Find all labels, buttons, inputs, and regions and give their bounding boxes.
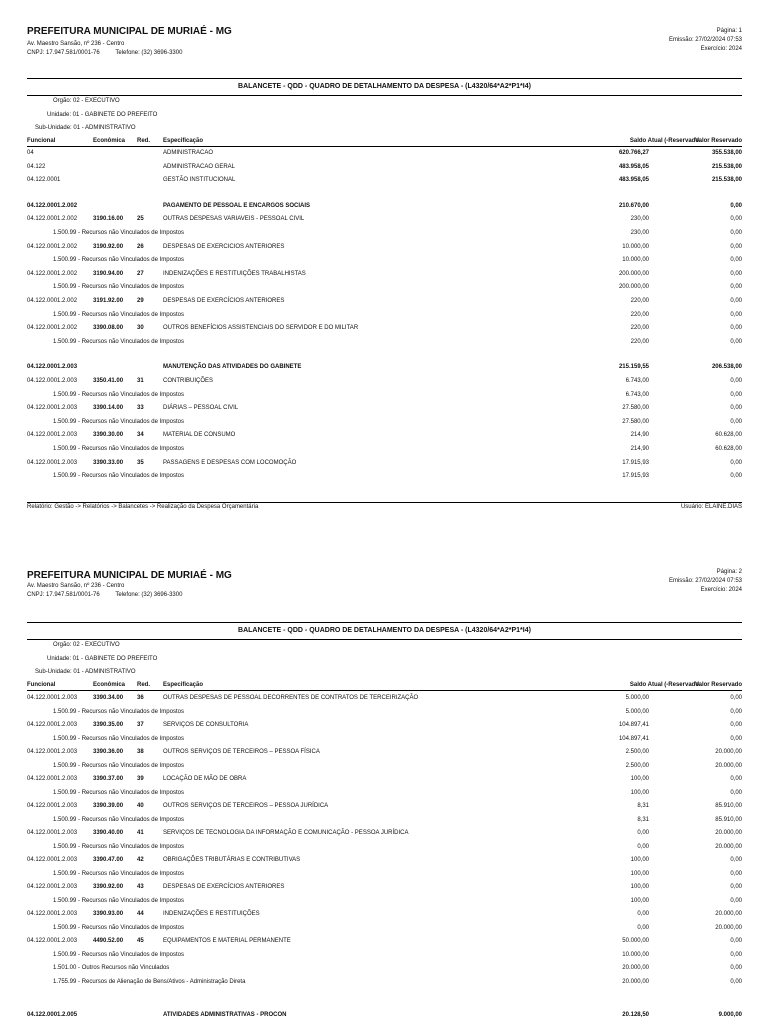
especificacao-text: OBRIGAÇÕES TRIBUTÁRIAS E CONTRIBUTIVAS — [163, 857, 301, 863]
col-funcional: Funcional — [27, 682, 56, 688]
org-address: Av. Maestro Sansão, nº 236 - Centro — [27, 583, 125, 589]
col-saldo: Saldo Atual (-Reservado — [629, 138, 699, 144]
funcional-code: 04.122.0001.2.003 — [27, 405, 78, 412]
funcional-code: 04.122.0001.2.003 — [27, 749, 78, 755]
economica-code: 4490.52.00 — [93, 938, 124, 944]
saldo-value: 100,00 — [630, 884, 649, 890]
fonte-row — [0, 871, 768, 884]
red-code: 35 — [137, 459, 144, 466]
fonte-row — [0, 736, 768, 749]
saldo-value: 104.897,41 — [618, 722, 649, 728]
valor-reservado: 20.000,00 — [715, 843, 742, 850]
red-code: 44 — [137, 911, 144, 917]
valor-reservado: 0,00 — [730, 311, 742, 318]
saldo-value: 0,00 — [637, 843, 649, 850]
funcional-code: 04.122.0001.2.002 — [27, 298, 78, 304]
especificacao-text: INDENIZAÇÕES E RESTITUIÇÕES TRABALHISTAS — [163, 270, 306, 277]
saldo-value: 220,00 — [630, 311, 649, 318]
orgao-label: Orgão: 02 - EXECUTIVO — [53, 98, 120, 104]
col-especificacao: Especificação — [163, 682, 204, 688]
col-red: Red. — [137, 138, 151, 144]
table-row — [0, 884, 768, 897]
saldo-value: 230,00 — [630, 216, 649, 223]
fonte-label: 1.500.99 - Recursos não Vinculados de Impostos — [53, 391, 184, 398]
funcional-code: 04.122.0001.2.003 — [27, 884, 78, 890]
fonte-label: 1.500.99 - Recursos não Vinculados de Impostos — [53, 870, 184, 877]
valor-reservado: 0,00 — [730, 216, 742, 223]
especificacao-text: GESTÃO INSTITUCIONAL — [163, 177, 236, 184]
table-row — [0, 271, 768, 284]
table-row — [0, 325, 768, 338]
table-row — [0, 460, 768, 473]
program-row — [0, 203, 768, 216]
fonte-row — [0, 709, 768, 722]
fonte-label: 1.501.00 - Outros Recursos não Vinculados — [53, 965, 170, 971]
fonte-label: 1.500.99 - Recursos não Vinculados de Impostos — [53, 446, 184, 452]
valor-reservado: 20.000,00 — [715, 762, 742, 769]
fonte-label: 1.500.99 - Recursos não Vinculados de Impostos — [53, 735, 184, 742]
funcional-code: 04.122.0001 — [27, 177, 61, 184]
red-code: 40 — [137, 803, 144, 809]
col-economica: Econômica — [93, 138, 126, 144]
saldo-value: 220,00 — [630, 325, 649, 332]
valor-reservado: 355.538,00 — [711, 150, 742, 156]
valor-reservado: 0,00 — [730, 391, 742, 398]
saldo-value: 620.766,27 — [618, 150, 649, 156]
fonte-label: 1.500.99 - Recursos não Vinculados de Impostos — [53, 230, 184, 236]
economica-code: 3390.47.00 — [93, 857, 124, 863]
fonte-label: 1.500.99 - Recursos não Vinculados de Impostos — [53, 843, 184, 850]
fonte-row — [0, 284, 768, 297]
saldo-value: 214,90 — [630, 432, 649, 439]
valor-reservado: 0,00 — [730, 405, 742, 412]
valor-reservado: 0,00 — [730, 884, 742, 890]
program-row — [0, 1012, 768, 1025]
valor-reservado: 0,00 — [730, 325, 742, 332]
valor-reservado: 0,00 — [730, 938, 742, 944]
fonte-row — [0, 312, 768, 325]
divider — [27, 95, 742, 96]
especificacao-text: CONTRIBUIÇÕES — [163, 378, 214, 384]
funcional-code: 04.122.0001.2.003 — [27, 776, 78, 782]
table-row — [0, 803, 768, 816]
col-red: Red. — [137, 682, 151, 688]
funcional-code: 04.122.0001.2.003 — [27, 722, 78, 728]
org-contact — [27, 49, 182, 58]
table-row — [0, 695, 768, 708]
economica-code: 3390.14.00 — [93, 405, 124, 412]
table-row — [0, 722, 768, 735]
funcional-code: 04.122 — [27, 163, 46, 170]
especificacao-text: EQUIPAMENTOS E MATERIAL PERMANENTE — [163, 938, 291, 944]
fonte-row — [0, 844, 768, 857]
fonte-label: 1.500.99 - Recursos não Vinculados de Impostos — [53, 311, 184, 318]
especificacao-text: SERVIÇOS DE CONSULTORIA — [163, 722, 249, 728]
valor-reservado: 0,00 — [730, 857, 742, 863]
funcional-code: 04.122.0001.2.002 — [27, 325, 78, 332]
unidade-label: Unidade: 01 - GABINETE DO PREFEITO — [47, 656, 158, 662]
economica-code: 3390.35.00 — [93, 722, 124, 728]
fonte-label: 1.500.99 - Recursos não Vinculados de Impostos — [53, 924, 184, 931]
group-row — [0, 177, 768, 190]
divider — [27, 639, 742, 640]
funcional-code: 04.122.0001.2.003 — [27, 830, 78, 836]
fonte-row — [0, 419, 768, 432]
valor-reservado: 20.000,00 — [715, 749, 742, 755]
saldo-value: 215.159,55 — [618, 364, 649, 371]
especificacao-text: SERVIÇOS DE TECNOLOGIA DA INFORMAÇÃO E COMUNICAÇÃO - PESSOA JURÍDICA — [163, 830, 409, 836]
fonte-row — [0, 392, 768, 405]
valor-reservado: 0,00 — [730, 951, 742, 958]
funcional-code: 04.122.0001.2.003 — [27, 803, 78, 809]
saldo-value: 20.000,00 — [622, 965, 649, 971]
footer-user: Usuário: ELAINE.DIAS — [680, 504, 742, 510]
especificacao-text: OUTROS SERVIÇOS DE TERCEIROS – PESSOA JURÍDICA — [163, 803, 329, 809]
fonte-label: 1.755.99 - Recursos de Alienação de Bens/Ativos - Administração Direta — [53, 978, 246, 985]
economica-code: 3190.16.00 — [93, 216, 124, 223]
valor-reservado: 0,00 — [730, 257, 742, 264]
saldo-value: 50.000,00 — [622, 938, 649, 944]
table-row — [0, 911, 768, 924]
red-code: 41 — [137, 830, 144, 836]
report-title: BALANCETE - QDD - QUADRO DE DETALHAMENTO DA DESPESA - (L4320/64*A2*P1*I4) — [238, 83, 531, 90]
valor-reservado: 0,00 — [730, 897, 742, 904]
fonte-row — [0, 339, 768, 352]
funcional-code: 04.122.0001.2.002 — [27, 202, 78, 209]
table-row — [0, 938, 768, 951]
valor-reservado: 85.910,00 — [715, 816, 742, 823]
saldo-value: 483.958,05 — [618, 163, 649, 170]
red-code: 33 — [137, 405, 144, 412]
red-code: 39 — [137, 776, 144, 782]
fonte-row — [0, 763, 768, 776]
org-address: Av. Maestro Sansão, nº 236 - Centro — [27, 41, 125, 47]
valor-reservado: 0,00 — [730, 270, 742, 277]
fonte-row — [0, 925, 768, 938]
especificacao-text: ATIVIDADES ADMINISTRATIVAS - PROCON — [163, 1012, 287, 1018]
program-row — [0, 364, 768, 377]
especificacao-text: OUTROS BENEFÍCIOS ASSISTENCIAIS DO SERVIDOR E DO MILITAR — [163, 325, 359, 332]
saldo-value: 27.580,00 — [622, 405, 649, 412]
saldo-value: 27.580,00 — [622, 418, 649, 425]
org-cnpj: CNPJ: 17.947.581/0001-76 — [27, 592, 100, 598]
fonte-label: 1.500.99 - Recursos não Vinculados de Impostos — [53, 257, 184, 264]
divider — [27, 78, 742, 79]
fonte-row — [0, 473, 768, 486]
especificacao-text: INDENIZAÇÕES E RESTITUIÇÕES — [163, 911, 260, 917]
saldo-value: 0,00 — [637, 830, 649, 836]
saldo-value: 10.000,00 — [622, 257, 649, 264]
valor-reservado: 20.000,00 — [715, 924, 742, 931]
red-code: 26 — [137, 243, 144, 250]
valor-reservado: 0,00 — [730, 473, 742, 480]
divider — [27, 146, 742, 147]
group-row — [0, 150, 768, 163]
saldo-value: 100,00 — [630, 870, 649, 877]
saldo-value: 0,00 — [637, 911, 649, 917]
valor-reservado: 0,00 — [730, 708, 742, 715]
valor-reservado: 60.628,00 — [715, 432, 742, 439]
org-contact — [27, 591, 182, 600]
saldo-value: 100,00 — [630, 897, 649, 904]
valor-reservado: 0,00 — [730, 243, 742, 250]
economica-code: 3190.92.00 — [93, 243, 124, 250]
fonte-row — [0, 230, 768, 243]
saldo-value: 5.000,00 — [625, 708, 649, 715]
funcional-code: 04.122.0001.2.003 — [27, 378, 78, 384]
saldo-value: 6.743,00 — [625, 391, 649, 398]
red-code: 43 — [137, 884, 144, 890]
fonte-label: 1.500.99 - Recursos não Vinculados de Impostos — [53, 284, 184, 291]
valor-reservado: 9.000,00 — [718, 1012, 742, 1018]
divider — [27, 690, 742, 691]
saldo-value: 200.000,00 — [618, 270, 649, 277]
emission-date: Emissão: 27/02/2024 07:53 — [668, 37, 742, 43]
red-code: 30 — [137, 325, 144, 332]
funcional-code: 04 — [27, 150, 34, 156]
col-valor: Valor Reservado — [694, 682, 742, 688]
saldo-value: 10.000,00 — [622, 951, 649, 958]
fonte-row — [0, 952, 768, 965]
saldo-value: 8,31 — [637, 803, 649, 809]
fonte-row — [0, 979, 768, 992]
saldo-value: 220,00 — [630, 338, 649, 345]
saldo-value: 20.000,00 — [622, 978, 649, 985]
divider — [27, 502, 742, 503]
saldo-value: 100,00 — [630, 789, 649, 796]
group-row — [0, 164, 768, 177]
saldo-value: 2.500,00 — [625, 762, 649, 769]
valor-reservado: 0,00 — [730, 298, 742, 304]
economica-code: 3390.40.00 — [93, 830, 124, 836]
funcional-code: 04.122.0001.2.005 — [27, 1012, 78, 1018]
especificacao-text: PAGAMENTO DE PESSOAL E ENCARGOS SOCIAIS — [163, 202, 311, 209]
economica-code: 3390.37.00 — [93, 776, 124, 782]
saldo-value: 210.670,00 — [618, 202, 649, 209]
saldo-value: 100,00 — [630, 857, 649, 863]
funcional-code: 04.122.0001.2.003 — [27, 911, 78, 917]
fonte-label: 1.500.99 - Recursos não Vinculados de Impostos — [53, 951, 184, 958]
page-meta — [669, 568, 742, 595]
col-valor: Valor Reservado — [694, 138, 742, 144]
valor-reservado: 215.538,00 — [711, 163, 742, 170]
especificacao-text: DESPESAS DE EXERCICIOS ANTERIORES — [163, 243, 285, 250]
valor-reservado: 0,00 — [730, 378, 742, 384]
economica-code: 3390.93.00 — [93, 911, 124, 917]
funcional-code: 04.122.0001.2.003 — [27, 857, 78, 863]
footer-report-path: Relatório: Gestão -> Relatórios -> Balancetes -> Realização da Despesa Orçamentária — [27, 504, 259, 510]
org-name: PREFEITURA MUNICIPAL DE MURIAÉ - MG — [27, 26, 232, 37]
especificacao-text: DESPESAS DE EXERCÍCIOS ANTERIORES — [163, 884, 285, 890]
valor-reservado: 0,00 — [730, 418, 742, 425]
fonte-row — [0, 898, 768, 911]
table-row — [0, 298, 768, 311]
fiscal-year: Exercício: 2024 — [700, 587, 742, 593]
fonte-row — [0, 257, 768, 270]
fonte-row — [0, 446, 768, 459]
economica-code: 3190.94.00 — [93, 270, 124, 277]
fonte-label: 1.500.99 - Recursos não Vinculados de Impostos — [53, 762, 184, 769]
saldo-value: 17.915,93 — [622, 473, 649, 480]
funcional-code: 04.122.0001.2.003 — [27, 938, 78, 944]
valor-reservado: 0,00 — [730, 695, 742, 701]
valor-reservado: 0,00 — [730, 789, 742, 796]
saldo-value: 100,00 — [630, 776, 649, 782]
especificacao-text: PASSAGENS E DESPESAS COM LOCOMOÇÃO — [163, 459, 297, 466]
subunidade-label: Sub-Unidade: 01 - ADMINISTRATIVO — [35, 125, 136, 131]
valor-reservado: 215.538,00 — [711, 177, 742, 184]
saldo-value: 17.915,93 — [622, 459, 649, 466]
saldo-value: 10.000,00 — [622, 243, 649, 250]
valor-reservado: 0,00 — [730, 202, 742, 209]
divider — [27, 622, 742, 623]
economica-code: 3350.41.00 — [93, 378, 124, 384]
fiscal-year: Exercício: 2024 — [700, 46, 742, 52]
saldo-value: 104.897,41 — [618, 735, 649, 742]
saldo-value: 200.000,00 — [618, 284, 649, 291]
table-row — [0, 830, 768, 843]
fonte-label: 1.500.99 - Recursos não Vinculados de Impostos — [53, 897, 184, 904]
saldo-value: 2.500,00 — [625, 749, 649, 755]
especificacao-text: DIÁRIAS – PESSOAL CIVIL — [163, 405, 239, 412]
org-cnpj: CNPJ: 17.947.581/0001-76 — [27, 50, 100, 56]
orgao-label: Orgão: 02 - EXECUTIVO — [53, 642, 120, 648]
valor-reservado: 0,00 — [730, 776, 742, 782]
valor-reservado: 0,00 — [730, 722, 742, 728]
org-name: PREFEITURA MUNICIPAL DE MURIAÉ - MG — [27, 570, 232, 581]
saldo-value: 214,90 — [630, 446, 649, 452]
especificacao-text: OUTRAS DESPESAS DE PESSOAL DECORRENTES DE CONTRATOS DE TERCEIRIZAÇÃO — [163, 695, 419, 701]
economica-code: 3191.92.00 — [93, 298, 124, 304]
valor-reservado: 0,00 — [730, 338, 742, 345]
fonte-label: 1.500.99 - Recursos não Vinculados de Impostos — [53, 418, 184, 425]
especificacao-text: ADMINISTRACAO — [163, 150, 214, 156]
table-row — [0, 216, 768, 229]
org-phone: Telefone: (32) 3696-3300 — [115, 50, 183, 56]
red-code: 37 — [137, 722, 144, 728]
red-code: 45 — [137, 938, 144, 944]
funcional-code: 04.122.0001.2.002 — [27, 270, 78, 277]
red-code: 42 — [137, 857, 144, 863]
economica-code: 3390.34.00 — [93, 695, 124, 701]
valor-reservado: 0,00 — [730, 735, 742, 742]
economica-code: 3390.39.00 — [93, 803, 124, 809]
saldo-value: 5.000,00 — [625, 695, 649, 701]
especificacao-text: MANUTENÇÃO DAS ATIVIDADES DO GABINETE — [163, 364, 302, 371]
funcional-code: 04.122.0001.2.003 — [27, 364, 78, 371]
red-code: 36 — [137, 695, 144, 701]
fonte-row — [0, 965, 768, 978]
fonte-row — [0, 817, 768, 830]
page-number: Página: 2 — [716, 569, 742, 575]
red-code: 29 — [137, 298, 144, 304]
page-number: Página: 1 — [716, 28, 742, 34]
valor-reservado: 206.538,00 — [711, 364, 742, 371]
red-code: 34 — [137, 432, 144, 439]
table-row — [0, 749, 768, 762]
saldo-value: 6.743,00 — [625, 378, 649, 384]
economica-code: 3390.36.00 — [93, 749, 124, 755]
saldo-value: 20.128,50 — [622, 1012, 649, 1018]
valor-reservado: 0,00 — [730, 284, 742, 291]
table-row — [0, 432, 768, 445]
valor-reservado: 0,00 — [730, 870, 742, 877]
saldo-value: 230,00 — [630, 230, 649, 236]
saldo-value: 483.958,05 — [618, 177, 649, 184]
table-row — [0, 378, 768, 391]
unidade-label: Unidade: 01 - GABINETE DO PREFEITO — [47, 112, 158, 118]
valor-reservado: 20.000,00 — [715, 911, 742, 917]
saldo-value: 0,00 — [637, 924, 649, 931]
red-code: 27 — [137, 270, 144, 277]
col-economica: Econômica — [93, 682, 126, 688]
valor-reservado: 0,00 — [730, 230, 742, 236]
fonte-label: 1.500.99 - Recursos não Vinculados de Impostos — [53, 816, 184, 823]
subunidade-label: Sub-Unidade: 01 - ADMINISTRATIVO — [35, 669, 136, 675]
funcional-code: 04.122.0001.2.002 — [27, 216, 78, 223]
economica-code: 3390.92.00 — [93, 884, 124, 890]
valor-reservado: 0,00 — [730, 459, 742, 466]
col-saldo: Saldo Atual (-Reservado — [629, 682, 699, 688]
valor-reservado: 0,00 — [730, 978, 742, 985]
especificacao-text: OUTRAS DESPESAS VARIAVEIS - PESSOAL CIVIL — [163, 216, 305, 223]
funcional-code: 04.122.0001.2.002 — [27, 243, 78, 250]
table-row — [0, 857, 768, 870]
report-title: BALANCETE - QDD - QUADRO DE DETALHAMENTO DA DESPESA - (L4320/64*A2*P1*I4) — [238, 627, 531, 634]
col-especificacao: Especificação — [163, 138, 204, 144]
saldo-value: 8,31 — [637, 816, 649, 823]
col-funcional: Funcional — [27, 138, 56, 144]
especificacao-text: LOCAÇÃO DE MÃO DE OBRA — [163, 776, 247, 782]
report-page-2 — [0, 545, 768, 1024]
funcional-code: 04.122.0001.2.003 — [27, 459, 78, 466]
table-row — [0, 244, 768, 257]
valor-reservado: 60.628,00 — [715, 446, 742, 452]
saldo-value: 220,00 — [630, 298, 649, 304]
valor-reservado: 0,00 — [730, 965, 742, 971]
economica-code: 3390.08.00 — [93, 325, 124, 332]
valor-reservado: 20.000,00 — [715, 830, 742, 836]
red-code: 25 — [137, 216, 144, 223]
page-meta — [669, 27, 742, 54]
table-row — [0, 405, 768, 418]
economica-code: 3390.33.00 — [93, 459, 124, 466]
fonte-label: 1.500.99 - Recursos não Vinculados de Impostos — [53, 789, 184, 796]
fonte-label: 1.500.99 - Recursos não Vinculados de Impostos — [53, 338, 184, 345]
red-code: 38 — [137, 749, 144, 755]
especificacao-text: MATERIAL DE CONSUMO — [163, 432, 236, 439]
funcional-code: 04.122.0001.2.003 — [27, 695, 78, 701]
org-phone: Telefone: (32) 3696-3300 — [115, 592, 183, 598]
especificacao-text: DESPESAS DE EXERCÍCIOS ANTERIORES — [163, 298, 285, 304]
table-row — [0, 776, 768, 789]
fonte-row — [0, 790, 768, 803]
especificacao-text: OUTROS SERVIÇOS DE TERCEIROS – PESSOA FÍSICA — [163, 749, 320, 755]
funcional-code: 04.122.0001.2.003 — [27, 432, 78, 439]
emission-date: Emissão: 27/02/2024 07:53 — [668, 578, 742, 584]
fonte-label: 1.500.99 - Recursos não Vinculados de Impostos — [53, 708, 184, 715]
fonte-label: 1.500.99 - Recursos não Vinculados de Impostos — [53, 473, 184, 480]
economica-code: 3390.30.00 — [93, 432, 124, 439]
valor-reservado: 85.910,00 — [715, 803, 742, 809]
red-code: 31 — [137, 378, 144, 384]
especificacao-text: ADMINISTRACAO GERAL — [163, 163, 236, 170]
